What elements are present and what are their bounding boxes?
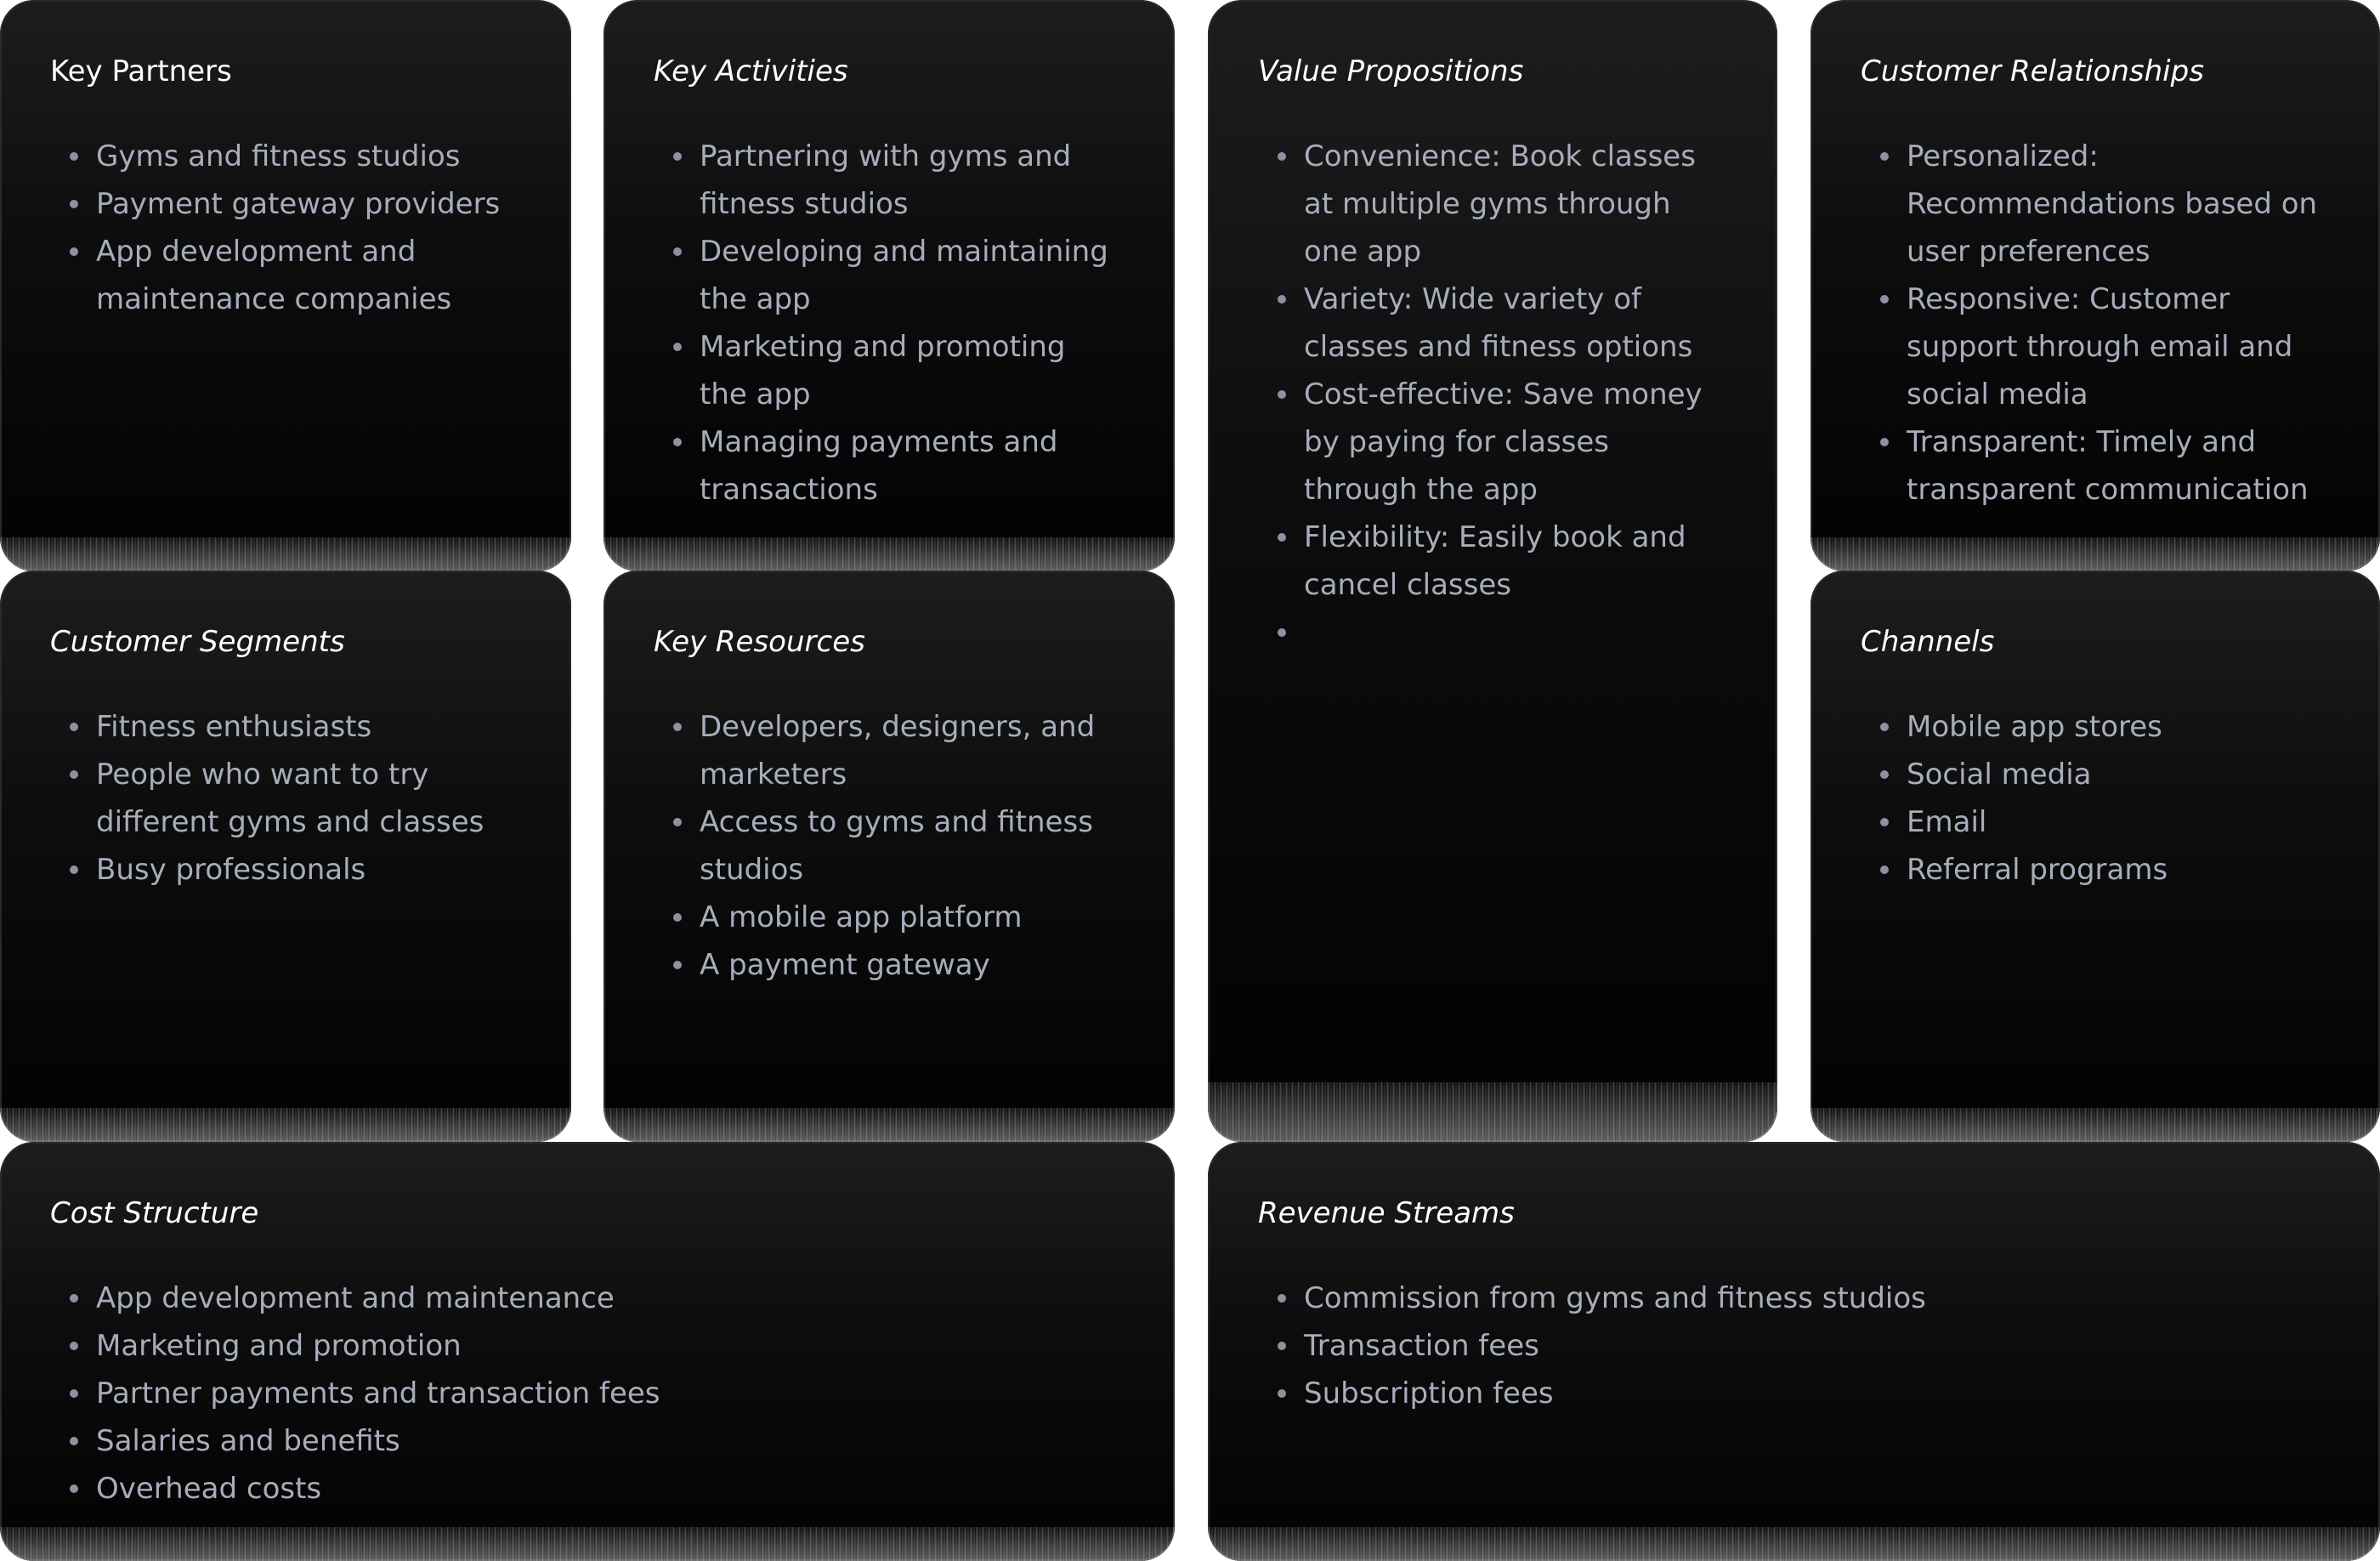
list-item: Commission from gyms and fitness studios xyxy=(1304,1274,2332,1322)
channels-list xyxy=(1861,703,2332,894)
empty-list-item xyxy=(1304,609,1726,656)
list-item: A payment gateway xyxy=(700,941,1122,989)
value-propositions-card xyxy=(1208,0,1777,1142)
list-item: Developing and maintaining the app xyxy=(700,228,1122,323)
customer-relationships-list xyxy=(1861,133,2346,514)
value-propositions-title: Value Propositions xyxy=(1258,54,1524,88)
list-item: Convenience: Book classes at multiple gyms through one app xyxy=(1304,133,1726,275)
key-partners-title: Key Partners xyxy=(50,54,232,88)
revenue-streams-list xyxy=(1258,1274,2332,1417)
customer-segments-title: Customer Segments xyxy=(50,625,345,659)
list-item: Mobile app stores xyxy=(1907,703,2332,751)
list-item: Referral programs xyxy=(1907,846,2332,894)
cost-structure-title: Cost Structure xyxy=(50,1196,259,1230)
revenue-streams-card xyxy=(1208,1142,2380,1561)
list-item: Subscription fees xyxy=(1304,1370,2332,1417)
list-item: Flexibility: Easily book and cancel classes xyxy=(1304,514,1726,609)
list-item: Managing payments and transactions xyxy=(700,418,1122,514)
list-item: Busy professionals xyxy=(96,846,524,894)
customer-segments-list xyxy=(50,703,524,894)
list-item: Cost-effective: Save money by paying for classes through the app xyxy=(1304,371,1726,514)
value-propositions-list xyxy=(1258,133,1726,656)
list-item: Responsive: Customer support through email and social media xyxy=(1907,275,2346,418)
key-activities-title: Key Activities xyxy=(654,54,848,88)
list-item: Transaction fees xyxy=(1304,1322,2332,1370)
key-activities-card xyxy=(604,0,1175,571)
list-item: Marketing and promoting the app xyxy=(700,323,1122,418)
channels-card xyxy=(1810,570,2380,1142)
customer-relationships-card xyxy=(1810,0,2380,571)
cost-structure-list xyxy=(50,1274,1127,1513)
key-resources-card xyxy=(604,570,1175,1142)
channels-title: Channels xyxy=(1861,625,1995,659)
key-resources-list xyxy=(654,703,1122,989)
list-item: Transparent: Timely and transparent communication xyxy=(1907,418,2346,514)
key-resources-title: Key Resources xyxy=(654,625,865,659)
revenue-streams-title: Revenue Streams xyxy=(1258,1196,1515,1230)
list-item: Partnering with gyms and fitness studios xyxy=(700,133,1122,228)
key-partners-card xyxy=(0,0,571,571)
list-item: App development and maintenance xyxy=(96,1274,1127,1322)
list-item: Access to gyms and fitness studios xyxy=(700,798,1122,894)
customer-relationships-title: Customer Relationships xyxy=(1861,54,2204,88)
customer-segments-card xyxy=(0,570,571,1142)
list-item: App development and maintenance companies xyxy=(96,228,524,323)
key-partners-list xyxy=(50,133,524,323)
list-item: Personalized: Recommendations based on user preferences xyxy=(1907,133,2346,275)
list-item: Fitness enthusiasts xyxy=(96,703,524,751)
list-item: Partner payments and transaction fees xyxy=(96,1370,1127,1417)
cost-structure-card xyxy=(0,1142,1175,1561)
list-item: Developers, designers, and marketers xyxy=(700,703,1122,798)
list-item: Email xyxy=(1907,798,2332,846)
list-item: Salaries and benefits xyxy=(96,1417,1127,1465)
list-item: Overhead costs xyxy=(96,1465,1127,1513)
list-item: Payment gateway providers xyxy=(96,180,524,228)
list-item: A mobile app platform xyxy=(700,894,1122,941)
list-item: Variety: Wide variety of classes and fitness options xyxy=(1304,275,1726,371)
list-item: People who want to try different gyms and classes xyxy=(96,751,524,846)
list-item: Marketing and promotion xyxy=(96,1322,1127,1370)
key-activities-list xyxy=(654,133,1122,514)
list-item: Gyms and fitness studios xyxy=(96,133,524,180)
list-item: Social media xyxy=(1907,751,2332,798)
